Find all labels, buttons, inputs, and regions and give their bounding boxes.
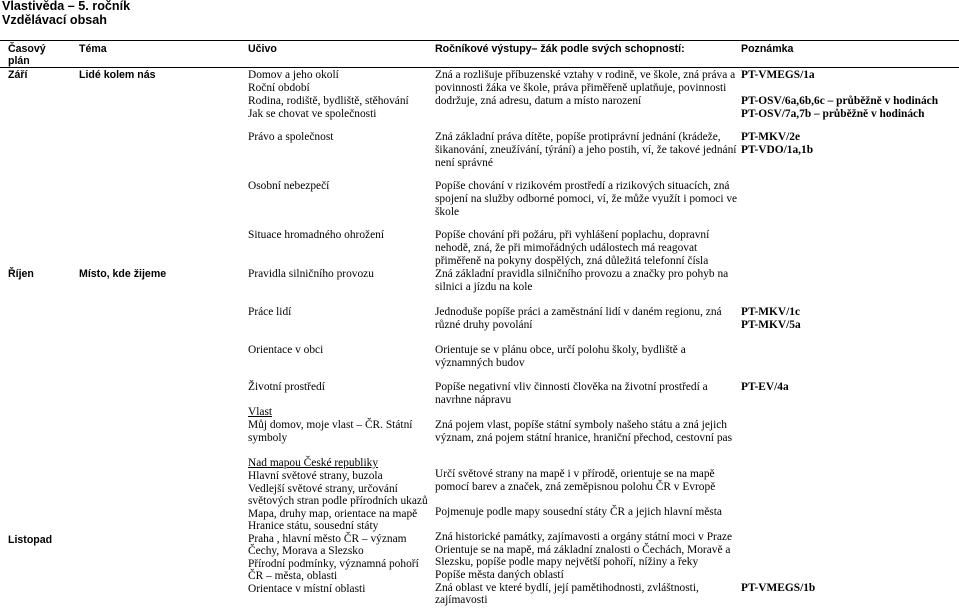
outcome-line: Určí světové strany na mapě i v přírodě, orientuje se na mapě [435,468,715,480]
outcome-line: Popíše negativní vliv činnosti člověka na životní prostředí a [435,381,708,393]
content-line: Praha , hlavní město ČR – význam [248,533,407,545]
outcome-line: Popíše města daných oblastí [435,569,564,581]
outcome-line: Orientuje se na mapě, má základní znalosti o Čechách, Moravě a [435,544,731,556]
outcome-line: šikanování, zneužívání, týrání) a jeho postih, ví, že takové jednání [435,144,737,156]
header-content: Učivo [248,43,277,55]
outcome-line: povinnosti žáka ve škole, práva přiměřeně uplatňuje, povinnosti [435,82,727,94]
outcome-line: silnici a jízdu na kole [435,281,533,293]
content-line: Jak se chovat ve společnosti [248,108,377,120]
content-line: Pravidla silničního provozu [248,268,374,280]
outcome-line: Jednoduše popíše práci a zaměstnání lidí v daném regionu, zná [435,306,722,318]
content-heading: Vlast [248,406,273,418]
outcome-line: spojení na služby odborné pomoci, ví, že může využít i pomoci ve [435,193,738,205]
header-outcomes: Ročníkové výstupy– žák podle svých schopností: [435,43,685,55]
note-code: PT-VMEGS/1b [741,582,816,594]
month-label: Říjen [8,268,34,280]
outcome-line: Zná historické památky, zajímavosti a orgány státní moci v Praze [435,531,733,543]
outcome-line: zajímavosti [435,594,488,606]
content-line: Orientace v místní oblasti [248,583,366,595]
content-line: Právo a společnost [248,131,334,143]
topic-label: Lidé kolem nás [79,69,156,81]
outcome-line: Zná základní práva dítěte, popíše protiprávní jednání (krádeže, [435,131,721,143]
content-line: Hranice státu, sousední státy [248,520,379,532]
content-heading: Nad mapou České republiky [248,457,379,469]
note-code: PT-VDO/1a,1b [741,144,814,156]
note-code: PT-OSV/7a,7b – průběžně v hodinách [741,108,925,120]
note-code: PT-MKV/1c [741,306,801,318]
content-line: Rodina, rodiště, bydliště, stěhování [248,95,409,107]
note-code: PT-MKV/5a [741,319,801,331]
outcome-line: Popíše chování v rizikovém prostředí a rizikových situacích, zná [435,180,730,192]
content-line: světových stran podle přírodních ukazů [248,495,428,507]
outcome-line: navrhne nápravu [435,394,512,406]
header-bottom-border [0,67,959,68]
note-code: PT-EV/4a [741,381,789,393]
content-line: Domov a jeho okolí [248,69,339,81]
note-code: PT-MKV/2e [741,131,801,143]
header-topic: Téma [79,43,107,55]
outcome-line: pomocí barev a značek, zná zeměpisnou polohu ČR v Evropě [435,481,716,493]
content-line: symboly [248,432,288,444]
content-line: Životní prostředí [248,381,325,393]
outcome-line: přiměřeně na pokyny dospělých, zná důležitá telefonní čísla [435,255,709,267]
table-top-border [0,40,959,41]
content-line: Situace hromadného ohrožení [248,229,385,241]
outcome-line: Popíše chování při požáru, při vyhlášení poplachu, dopravní [435,229,710,241]
outcome-line: Orientuje se v plánu obce, určí polohu školy, bydliště a [435,344,686,356]
note-code: PT-OSV/6a,6b,6c – průběžně v hodinách [741,95,939,107]
content-line: Orientace v obci [248,344,324,356]
outcome-line: nehodě, zná, že při mimořádných událostech má reagovat [435,242,698,254]
outcome-line: Zná oblast ve které bydlí, její pamětihodnosti, zvláštnosti, [435,582,699,594]
content-line: Můj domov, moje vlast – ČR. Státní [248,419,413,431]
content-line: Hlavní světové strany, buzola [248,470,383,482]
note-code: PT-VMEGS/1a [741,69,815,81]
outcome-line: Pojmenuje podle mapy sousední státy ČR a jejich hlavní města [435,506,722,518]
content-line: Práce lidí [248,306,292,318]
content-line: Roční období [248,82,310,94]
document-subtitle: Vzdělávací obsah [2,13,107,27]
content-line: Přírodní podmínky, významná pohoří [248,558,419,570]
outcome-line: dodržuje, zná adresu, datum a místo narození [435,95,642,107]
outcome-line: Zná a rozlišuje příbuzenské vztahy v rodině, ve škole, zná práva a [435,69,736,81]
outcome-line: významných budov [435,357,525,369]
document-title: Vlastivěda – 5. ročník [2,0,131,13]
month-label: Listopad [8,534,53,546]
outcome-line: Slezsku, popíše podle mapy největší pohoří, nížiny a řeky [435,556,699,568]
outcome-line: různé druhy povolání [435,319,533,331]
outcome-line: význam, zná pojem státní hranice, hraniční přechod, cestovní pas [435,432,733,444]
content-line: Mapa, druhy map, orientace na mapě [248,508,418,520]
content-line: Vedlejší světové strany, určování [248,483,398,495]
content-line: Čechy, Morava a Slezsko [248,545,364,557]
topic-label: Místo, kde žijeme [79,268,167,280]
outcome-line: Zná základní pravidla silničního provozu a značky pro pohyb na [435,268,729,280]
content-line: Osobní nebezpečí [248,180,330,192]
header-notes: Poznámka [741,43,794,55]
outcome-line: není správné [435,157,493,169]
month-label: Září [8,69,28,81]
header-time-plan-2: plán [8,55,30,67]
content-line: ČR – města, oblasti [248,570,338,582]
outcome-line: škole [435,206,460,218]
header-time-plan-1: Časový [8,43,46,55]
outcome-line: Zná pojem vlast, popíše státní symboly našeho státu a zná jejich [435,419,727,431]
